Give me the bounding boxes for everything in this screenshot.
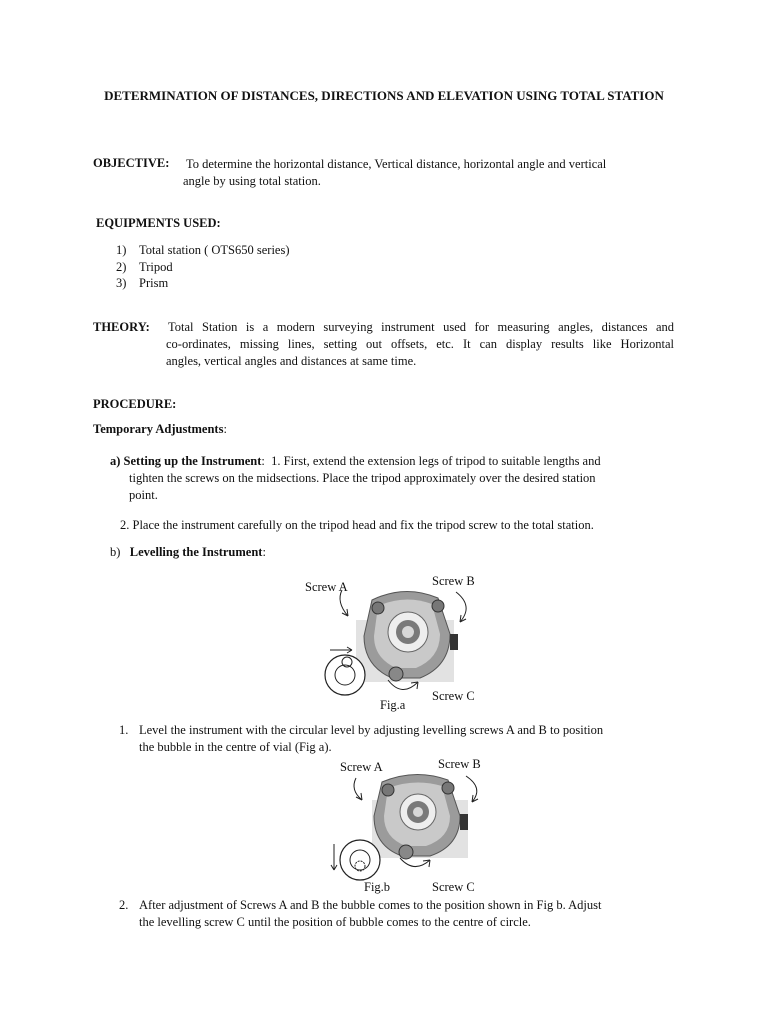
figure-b <box>320 756 500 898</box>
fig-a-screw-b-label: Screw B <box>432 574 475 588</box>
levelling-step-1-line-1: Level the instrument with the circular level by adjusting levelling screws A and B to position <box>139 723 604 737</box>
levelling-prefix: b) <box>110 545 121 559</box>
setup-line-3: point. <box>129 488 158 502</box>
fig-a-caption: Fig.a <box>380 698 406 712</box>
levelling-colon: : <box>262 545 266 559</box>
fig-b-screw-a-label: Screw A <box>340 760 383 774</box>
levelling-step-2-line-1: After adjustment of Screws A and B the bubble comes to the position shown in Fig b. Adjust <box>139 898 602 912</box>
equipment-item: Tripod <box>139 260 173 274</box>
temporary-adjustments-heading <box>93 421 227 438</box>
levelling-step-number: 1. <box>119 723 129 737</box>
levelling-step-number: 2. <box>119 898 129 912</box>
setup-line-2: tighten the screws on the midsections. Place the tripod approximately over the desired station <box>129 471 596 485</box>
fig-a-screw-a-label: Screw A <box>305 580 348 594</box>
equipment-item: Prism <box>139 276 169 290</box>
document-title: DETERMINATION OF DISTANCES, DIRECTIONS AND ELEVATION USING TOTAL STATION <box>104 88 664 103</box>
temporary-adjustments-colon: : <box>223 422 227 436</box>
figure-b-drawing <box>320 756 500 898</box>
setup-step-2: 2. Place the instrument carefully on the tripod head and fix the tripod screw to the total station. <box>120 518 594 532</box>
setup-label: a) Setting up the Instrument <box>110 454 262 468</box>
setup-colon: : <box>261 454 265 468</box>
equipment-number: 3) <box>116 276 127 290</box>
equipments-heading: EQUIPMENTS USED: <box>96 216 221 230</box>
levelling-heading <box>110 544 266 561</box>
equipment-number: 2) <box>116 260 127 274</box>
levelling-label: Levelling the Instrument <box>129 545 263 559</box>
theory-line-1: Total Station is a modern surveying instrument used for measuring angles, distances and <box>168 320 674 334</box>
objective-label: OBJECTIVE: <box>93 156 170 170</box>
theory-label: THEORY: <box>93 320 150 334</box>
theory-line-3: angles, vertical angles and distances at same time. <box>166 354 417 368</box>
equipment-number: 1) <box>116 243 127 257</box>
levelling-step-2-line-2: the levelling screw C until the position of bubble comes to the centre of circle. <box>139 915 531 929</box>
fig-a-screw-c-label: Screw C <box>432 689 475 703</box>
fig-b-screw-c-label: Screw C <box>432 880 475 894</box>
setup-line-1: 1. First, extend the extension legs of tripod to suitable lengths and <box>271 454 601 468</box>
objective-line-2: angle by using total station. <box>183 174 321 188</box>
theory-line-2: co-ordinates, missing lines, setting out offsets, etc. It can display results like Horizontal <box>166 337 674 351</box>
setup-step-1 <box>110 453 601 470</box>
temporary-adjustments-label: Temporary Adjustments <box>93 422 224 436</box>
equipment-item: Total station ( OTS650 series) <box>139 243 290 257</box>
fig-b-screw-b-label: Screw B <box>438 757 481 771</box>
figure-a <box>300 570 490 715</box>
fig-b-caption: Fig.b <box>364 880 391 894</box>
objective-line-1: To determine the horizontal distance, Vertical distance, horizontal angle and vertical <box>186 157 607 171</box>
levelling-step-1-line-2: the bubble in the centre of vial (Fig a). <box>139 740 332 754</box>
procedure-heading: PROCEDURE: <box>93 397 177 411</box>
